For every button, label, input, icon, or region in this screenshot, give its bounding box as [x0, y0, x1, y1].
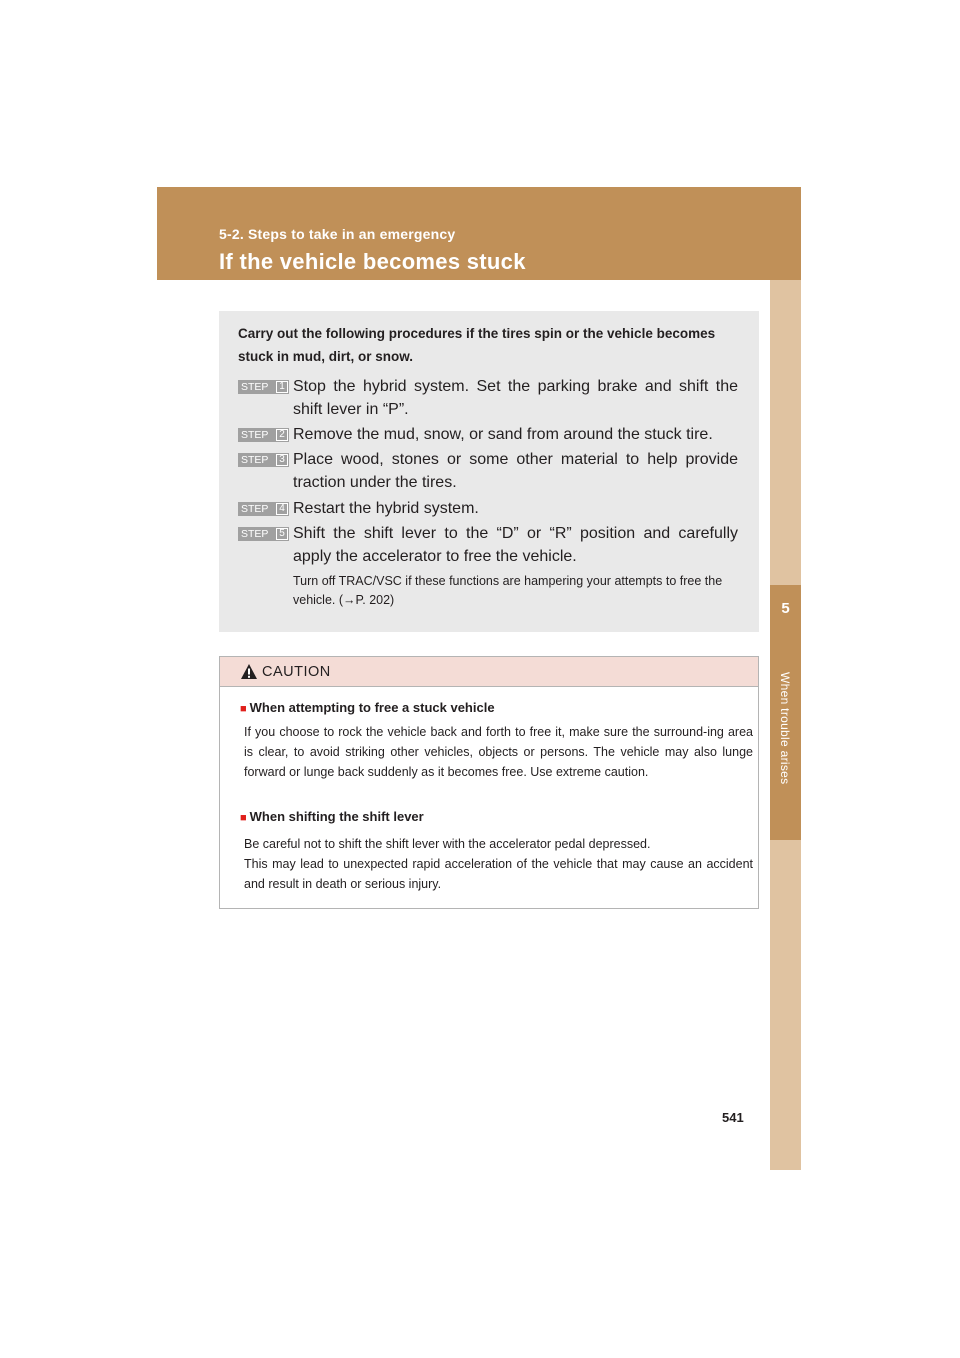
step-prefix: STEP [241, 454, 269, 466]
warning-triangle-icon [240, 663, 258, 685]
page-number: 541 [722, 1110, 744, 1125]
step-prefix: STEP [241, 528, 269, 540]
step-label-1 [238, 380, 289, 394]
step-label-2 [238, 428, 289, 442]
chapter-number: 5 [781, 600, 790, 617]
bullet-square-icon: ■ [240, 703, 247, 715]
step-number: 5 [276, 528, 288, 540]
step-text-2: Remove the mud, snow, or sand from around the stuck tire. [293, 426, 713, 443]
steps-intro: Carry out the following procedures if the tires spin or the vehicle becomes stuck in mud, dirt, or snow. [238, 326, 716, 364]
caution-title: CAUTION [262, 664, 331, 680]
step-note: Turn off TRAC/VSC if these functions are hampering your attempts to free the vehicle. (→P. 202) [293, 574, 723, 607]
step-text-1: Stop the hybrid system. Set the parking brake and shift the shift lever in “P”. [293, 378, 738, 418]
section-label: 5-2. Steps to take in an emergency [219, 226, 456, 242]
step-text-3: Place wood, stones or some other material to help provide traction under the tires. [293, 451, 738, 491]
step-prefix: STEP [241, 381, 269, 393]
caution-heading-2 [240, 809, 424, 824]
chapter-title: When trouble arises [778, 672, 792, 785]
page-title: If the vehicle becomes stuck [219, 249, 526, 274]
step-label-5 [238, 527, 289, 541]
step-prefix: STEP [241, 503, 269, 515]
caution-paragraph: This may lead to unexpected rapid acceleration of the vehicle that may cause an accident and result in death or serious injury. [244, 857, 753, 891]
step-label-4 [238, 502, 289, 516]
step-text-4: Restart the hybrid system. [293, 500, 479, 517]
caution-heading-text: When attempting to free a stuck vehicle [249, 700, 495, 715]
caution-heading-1 [240, 700, 495, 715]
step-prefix: STEP [241, 429, 269, 441]
step-number: 4 [276, 503, 288, 515]
caution-paragraph: Be careful not to shift the shift lever with the accelerator pedal depressed. [244, 837, 651, 851]
caution-heading-text: When shifting the shift lever [249, 809, 424, 824]
bullet-square-icon: ■ [240, 812, 247, 824]
step-number: 2 [276, 429, 288, 441]
caution-paragraph: If you choose to rock the vehicle back and forth to free it, make sure the surround-ing area is clear, to avoid striking other vehicles, objects or persons. The vehicle may also lunge forward or lunge back suddenly as it becomes free. Use extreme caution. [244, 725, 753, 779]
step-text-5: Shift the shift lever to the “D” or “R” position and carefully apply the accelerator to free the vehicle. [293, 525, 738, 565]
caution-header [220, 657, 758, 687]
step-number: 1 [276, 381, 288, 393]
step-number: 3 [276, 454, 288, 466]
step-label-3 [238, 453, 289, 467]
